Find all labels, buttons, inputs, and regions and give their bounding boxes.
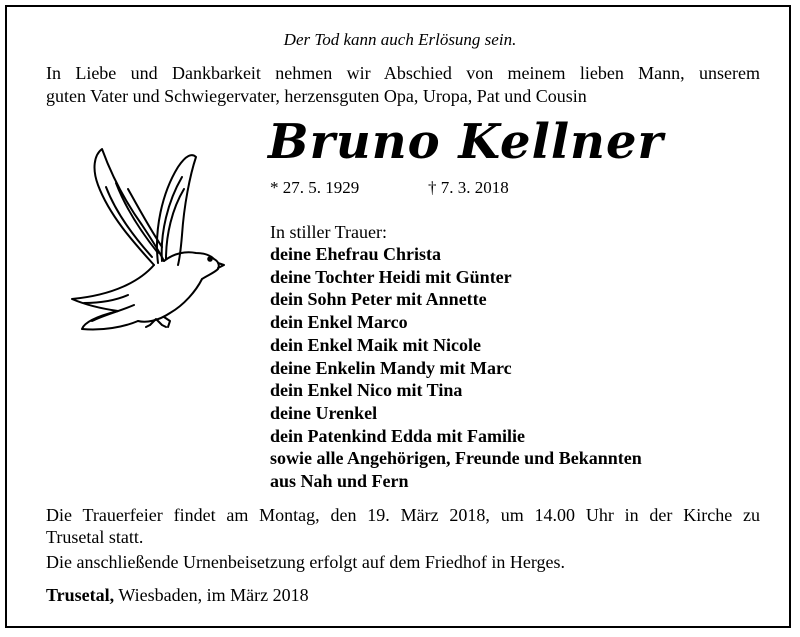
- burial-text: Die anschließende Urnenbeisetzung erfolgt auf dem Friedhof in Herges.: [46, 552, 565, 572]
- list-item: sowie alle Angehörigen, Freunde und Bekannten: [270, 448, 642, 469]
- mourners-list: [270, 243, 642, 493]
- list-item: deine Enkelin Mandy mit Marc: [270, 357, 512, 378]
- list-item: dein Patenkind Edda mit Familie: [270, 425, 526, 446]
- list-item: dein Enkel Marco: [270, 312, 408, 333]
- list-item: dein Enkel Nico mit Tina: [270, 380, 463, 401]
- birth-date: * 27. 5. 1929: [270, 178, 360, 197]
- mourning-intro: In stiller Trauer:: [270, 222, 387, 242]
- list-item: dein Enkel Maik mit Nicole: [270, 334, 481, 355]
- list-item: dein Sohn Peter mit Annette: [270, 289, 487, 310]
- intro-line-2: guten Vater und Schwiegervater, herzensguten Opa, Uropa, Pat und Cousin: [46, 86, 587, 106]
- list-item: deine Ehefrau Christa: [270, 244, 441, 264]
- intro-line-1: In Liebe und Dankbarkeit nehmen wir Abschied von meinem lieben Mann, unserem: [46, 63, 760, 83]
- list-item: deine Urenkel: [270, 402, 378, 423]
- service-text: [46, 504, 760, 548]
- closing-rest: Wiesbaden, im März 2018: [114, 585, 309, 605]
- death-date: † 7. 3. 2018: [428, 178, 509, 197]
- closing-place: Trusetal,: [46, 585, 115, 605]
- service-line-2: Trusetal statt.: [46, 527, 144, 547]
- list-item: deine Tochter Heidi mit Günter: [270, 266, 512, 287]
- dove-icon: [58, 135, 228, 335]
- deceased-name: Bruno Kellner: [268, 114, 664, 170]
- intro-text: [46, 62, 760, 108]
- service-line-1: Die Trauerfeier findet am Montag, den 19. März 2018, um 14.00 Uhr in der Kirche zu: [46, 505, 760, 525]
- closing-line: [46, 584, 309, 606]
- list-item: aus Nah und Fern: [270, 471, 409, 492]
- motto: Der Tod kann auch Erlösung sein.: [283, 30, 517, 49]
